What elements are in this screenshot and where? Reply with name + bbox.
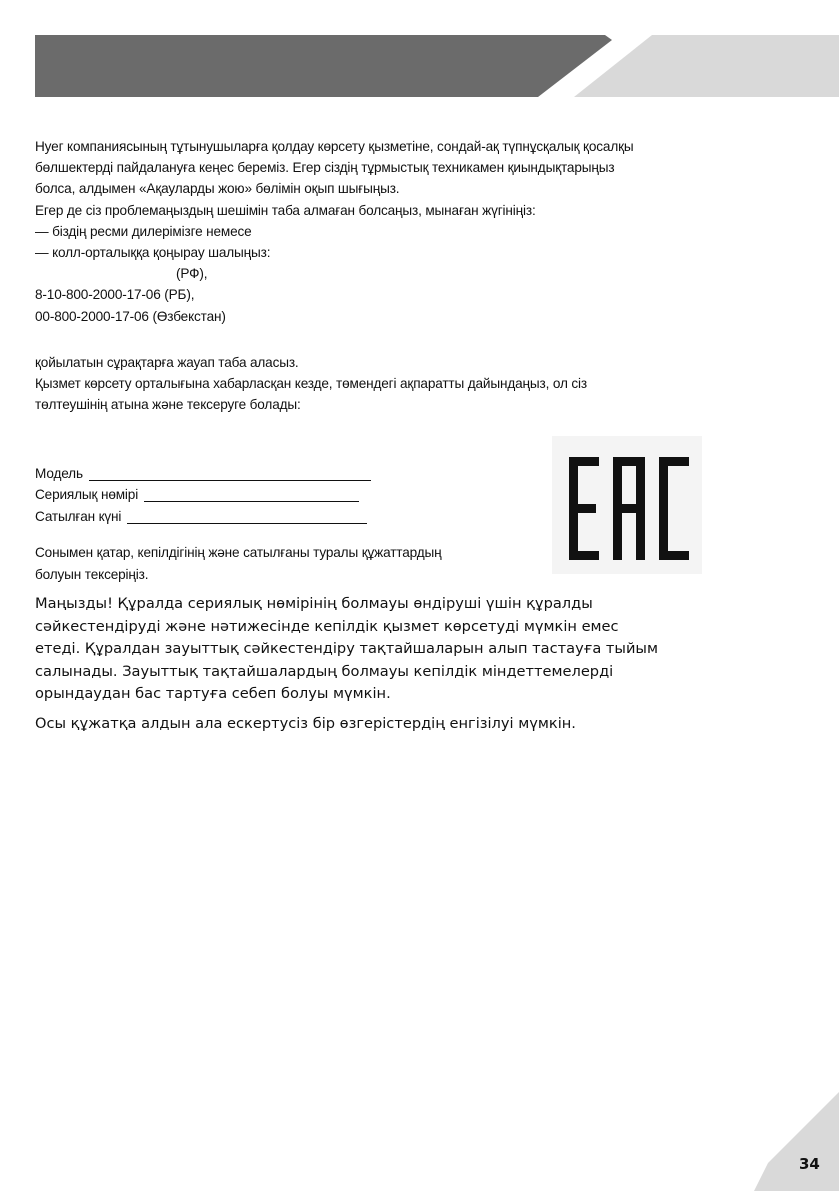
phone-rf: (РФ), [176,266,208,282]
intro-line: — біздің ресми дилерімізге немесе [35,223,252,239]
change-notice: Осы құжатқа алдын ала ескертусіз бір өзгерістердің енгізілуі мүмкін. [35,715,576,732]
intro-line: бөлшектерді пайдалануға кеңес береміз. Егер сіздің тұрмыстық техникамен қиындықтарыңыз [35,160,615,176]
model-label: Модель [35,465,83,481]
date-label: Сатылған күні [35,508,122,524]
page-number: 34 [799,1155,820,1173]
faq-line: төлтеушінің атына және тексеруге болады: [35,397,301,413]
phone-uz: 00-800-2000-17-06 (Өзбекстан) [35,308,226,324]
important-line: салынады. Зауыттық тақтайшалардың болмауы кепілдік міндеттемелерді [35,662,614,680]
faq-line: қойылатын сұрақтарға жауап таба аласыз. [35,355,299,370]
docs-line: болуын тексеріңіз. [35,567,149,582]
serial-label: Сериялық нөмірі [35,487,139,502]
intro-line: Егер де сіз проблемаңыздың шешімін таба алмаған болсаңыз, мынаған жүгініңіз: [35,202,536,218]
intro-line: — колл-орталыққа қоңырау шалыңыз: [35,245,271,261]
intro-line: болса, алдымен «Ақауларды жою» бөлімін оқып шығыңыз. [35,181,400,197]
important-line: етеді. Құралдан зауыттық сәйкестендіру тақтайшаларын алып тастауға тыйым [35,640,658,657]
important-line: Маңызды! Құралда сериялық нөмірінің болмауы өндіруші үшін құралды [35,595,593,612]
important-line: сәйкестендіруді және нәтижесінде кепілдік қызмет көрсетуді мүмкін емес [35,617,619,635]
phone-rb: 8-10-800-2000-17-06 (РБ), [35,287,195,303]
faq-line: Қызмет көрсету орталығына хабарласқан кезде, төмендегі ақпаратты дайындаңыз, ол сіз [35,376,587,392]
docs-line: Сонымен қатар, кепілдігінің және сатылғаны туралы құжаттардың [35,545,442,560]
important-line: орындаудан бас тартуға себеп болуы мүмкін. [35,685,391,702]
intro-line: Нуег компаниясының тұтынушыларға қолдау көрсету қызметіне, сондай-ақ түпнұсқалық қосалқы [35,139,634,154]
